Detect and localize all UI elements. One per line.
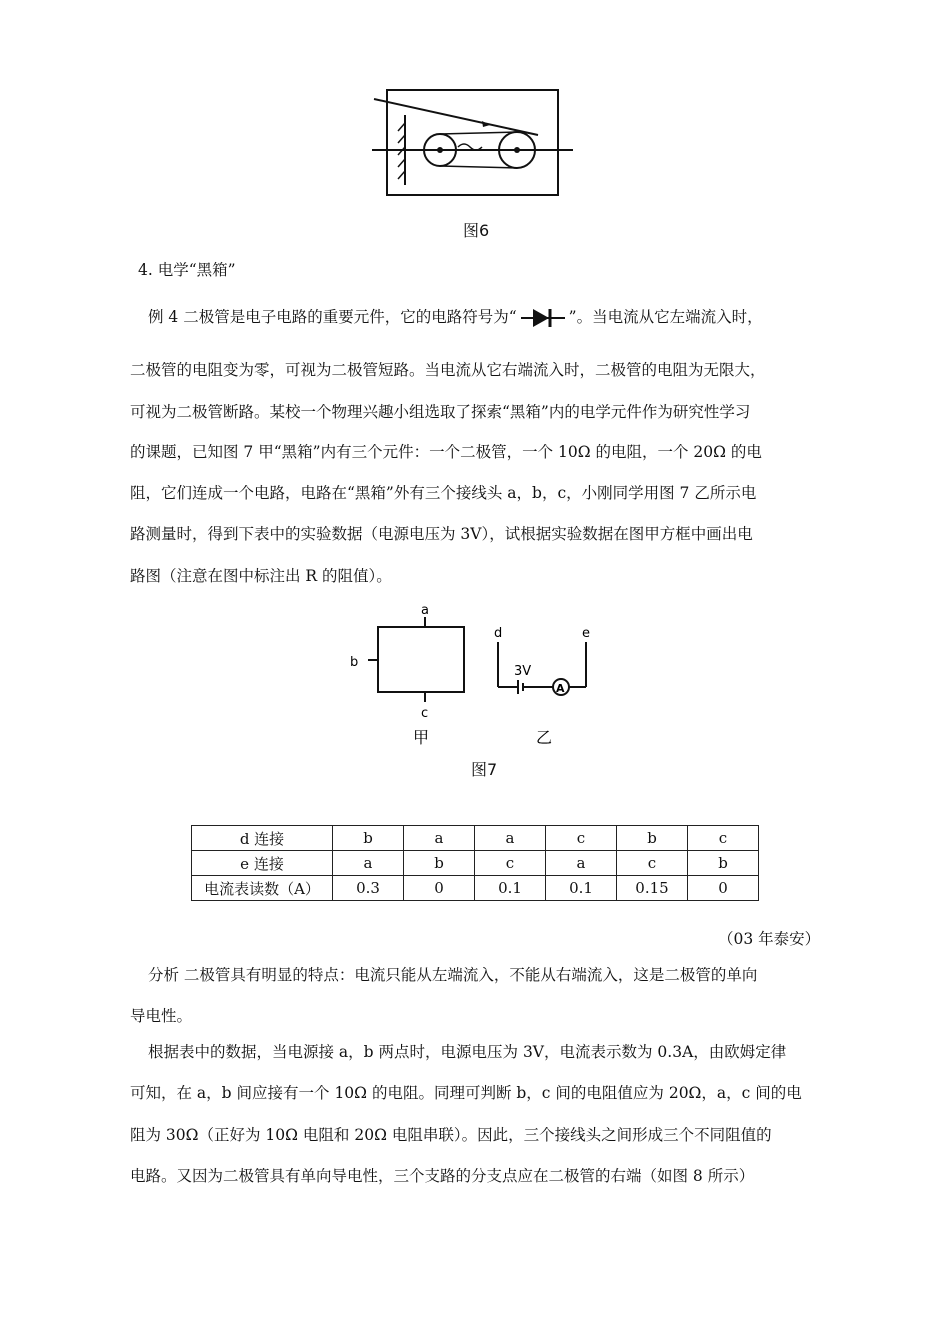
table-cell: a xyxy=(546,851,617,876)
table-cell: b xyxy=(617,826,688,851)
example-line-6: 路图（注意在图中标注出 R 的阻值）。 xyxy=(130,567,392,585)
table-cell: 0.15 xyxy=(617,876,688,901)
figure-6-caption: 图6 xyxy=(463,221,490,240)
figure-7-caption: 图7 xyxy=(471,760,498,779)
example-line-5: 路测量时，得到下表中的实验数据（电源电压为 3V），试根据实验数据在图甲方框中画出电 xyxy=(130,525,753,543)
table-row xyxy=(192,876,759,901)
analysis-line-2: 导电性。 xyxy=(130,1007,193,1025)
row-label: 电流表读数（A） xyxy=(192,876,333,901)
table-cell: a xyxy=(475,826,546,851)
experiment-data-table xyxy=(191,825,759,901)
ammeter-icon: A xyxy=(556,682,565,695)
terminal-b-label: b xyxy=(350,655,359,670)
example-intro-line xyxy=(148,306,848,330)
subfigure-left-label: 甲 xyxy=(413,728,430,747)
example-intro-text: 例 4 二极管是电子电路的重要元件，它的电路符号为“ xyxy=(148,308,517,326)
table-cell: b xyxy=(333,826,404,851)
table-cell: c xyxy=(617,851,688,876)
voltage-label: 3V xyxy=(514,664,532,679)
table-cell: 0 xyxy=(688,876,759,901)
example-line-4: 阻，它们连成一个电路，电路在“黑箱”外有三个接线头 a，b，c，小刚同学用图 7 乙所示电 xyxy=(130,484,757,502)
table-cell: 0 xyxy=(404,876,475,901)
table-cell: 0.1 xyxy=(475,876,546,901)
subfigure-right-label: 乙 xyxy=(536,728,553,747)
table-cell: 0.3 xyxy=(333,876,404,901)
table-cell: c xyxy=(688,826,759,851)
table-cell: a xyxy=(404,826,475,851)
figure-7-circuits xyxy=(340,595,620,755)
source-note: （03 年泰安） xyxy=(718,930,821,948)
diode-symbol-icon xyxy=(521,306,565,330)
example-line-3: 的课题，已知图 7 甲“黑箱”内有三个元件：一个二极管，一个 10Ω 的电阻，一个 20Ω 的电 xyxy=(130,443,762,461)
reasoning-line-3: 阻为 30Ω（正好为 10Ω 电阻和 20Ω 电阻串联）。因此，三个接线头之间形成三个不同阻值的 xyxy=(130,1126,772,1144)
row-label: e 连接 xyxy=(192,851,333,876)
figure-6-pulley-box xyxy=(370,85,580,205)
example-line-2: 可视为二极管断路。某校一个物理兴趣小组选取了探索“黑箱”内的电学元件作为研究性学习 xyxy=(130,403,751,421)
reasoning-line-4: 电路。又因为二极管具有单向导电性，三个支路的分支点应在二极管的右端（如图 8 所示） xyxy=(130,1167,755,1185)
terminal-d-label: d xyxy=(494,626,503,641)
table-cell: c xyxy=(546,826,617,851)
table-cell: c xyxy=(475,851,546,876)
terminal-a-label: a xyxy=(421,603,429,618)
table-cell: b xyxy=(688,851,759,876)
terminal-c-label: c xyxy=(421,706,429,721)
section-title: 4. 电学“黑箱” xyxy=(138,261,236,279)
table-cell: b xyxy=(404,851,475,876)
example-line-1: 二极管的电阻变为零，可视为二极管短路。当电流从它右端流入时，二极管的电阻为无限大， xyxy=(130,361,766,379)
reasoning-line-1: 根据表中的数据，当电源接 a，b 两点时，电源电压为 3V，电流表示数为 0.3A，由欧姆定律 xyxy=(148,1043,787,1061)
table-row xyxy=(192,851,759,876)
table-cell: 0.1 xyxy=(546,876,617,901)
reasoning-line-2: 可知，在 a，b 间应接有一个 10Ω 的电阻。同理可判断 b，c 间的电阻值应为 20Ω，a，c 间的电 xyxy=(130,1084,802,1102)
row-label: d 连接 xyxy=(192,826,333,851)
example-intro-tail: ”。当电流从它左端流入时， xyxy=(568,308,763,326)
table-row xyxy=(192,826,759,851)
terminal-e-label: e xyxy=(582,626,590,641)
table-cell: a xyxy=(333,851,404,876)
analysis-line-1: 分析 二极管具有明显的特点：电流只能从左端流入，不能从右端流入，这是二极管的单向 xyxy=(148,966,758,984)
